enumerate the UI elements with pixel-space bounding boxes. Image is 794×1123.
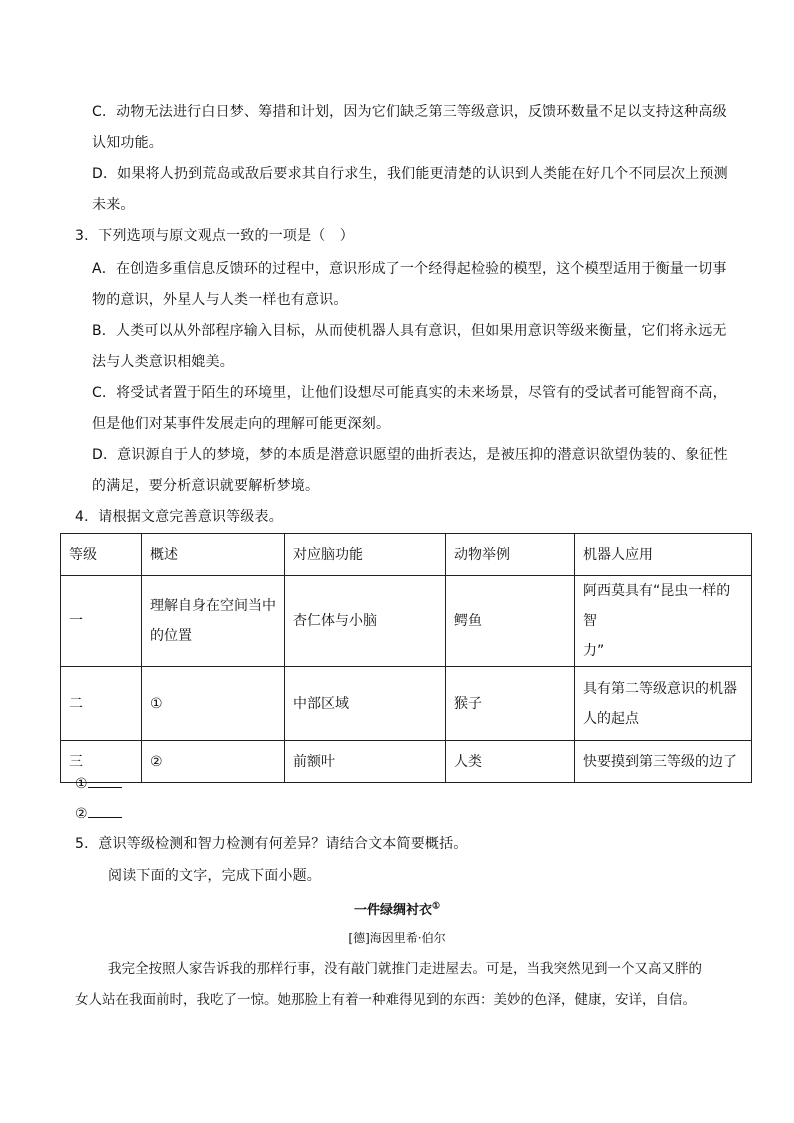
q3-option-b-line2: 法与人类意识相媲美。	[92, 354, 234, 370]
story-title-note: ①	[431, 901, 441, 912]
cell-line: 的位置	[150, 628, 192, 644]
q3-option-a-line2: 物的意识，外星人与人类一样也有意识。	[92, 292, 348, 308]
q3-stem: 3．下列选项与原文观点一致的一项是（ ）	[75, 228, 354, 244]
answer-blank-2[interactable]	[88, 803, 122, 818]
table-row	[61, 576, 752, 667]
q2-option-d-line2: 未来。	[92, 197, 135, 213]
consciousness-grade-table	[60, 533, 752, 783]
table-row	[61, 741, 752, 783]
q3-option-a-line1: A．在创造多重信息反馈环的过程中，意识形成了一个经得起检验的模型，这个模型适用于衡量一切事	[92, 261, 727, 277]
table-cell: 三	[61, 741, 142, 783]
table-header-row	[61, 534, 752, 576]
table-row	[61, 667, 752, 741]
answer-blank-1[interactable]	[88, 773, 122, 788]
table-cell: ①	[142, 667, 285, 741]
story-title-text: 一件绿绸衬衣	[353, 903, 432, 918]
table-cell	[575, 576, 752, 667]
q3-option-c-line2: 但是他们对某事件发展走向的理解可能更深刻。	[92, 416, 391, 432]
cell-line: 阿西莫具有“昆虫一样的智	[583, 583, 731, 629]
table-cell: 杏仁体与小脑	[285, 576, 446, 667]
answer-line-2	[75, 803, 122, 824]
cell-line: 理解自身在空间当中	[150, 598, 276, 614]
table-cell	[575, 667, 752, 741]
table-cell: 鳄鱼	[446, 576, 575, 667]
q2-option-c-line1: C．动物无法进行白日梦、筹措和计划，因为它们缺乏第三等级意识，反馈环数量不足以支持这种高级	[92, 104, 727, 120]
answer-line-1	[75, 773, 122, 794]
q3-option-d-line1: D．意识源自于人的梦境，梦的本质是潜意识愿望的曲折表达，是被压抑的潜意识欲望伪装的、象征性	[92, 447, 728, 463]
header-cell: 机器人应用	[575, 534, 752, 576]
header-cell: 概述	[142, 534, 285, 576]
table-cell: 前额叶	[285, 741, 446, 783]
q5-stem: 5．意识等级检测和智力检测有何差异？请结合文本简要概括。	[75, 836, 468, 852]
q3-option-c-line1: C．将受试者置于陌生的环境里，让他们设想尽可能真实的未来场景，尽管有的受试者可能智商不高，	[92, 385, 727, 401]
table-cell: 快要摸到第三等级的边了	[575, 741, 752, 783]
table-cell: 二	[61, 667, 142, 741]
table-cell: 一	[61, 576, 142, 667]
table-cell: 猴子	[446, 667, 575, 741]
table-cell	[142, 576, 285, 667]
header-cell: 等级	[61, 534, 142, 576]
header-cell: 对应脑功能	[285, 534, 446, 576]
reading-instruction: 阅读下面的文字，完成下面小题。	[108, 868, 321, 884]
q3-option-d-line2: 的满足，要分析意识就要解析梦境。	[92, 478, 320, 494]
cell-line: 力”	[583, 643, 605, 659]
table-cell: 中部区域	[285, 667, 446, 741]
cell-line: 人的起点	[583, 710, 639, 727]
table-cell: 人类	[446, 741, 575, 783]
q4-stem: 4．请根据文意完善意识等级表。	[75, 509, 283, 525]
cell-line: 具有第二等级意识的机器	[583, 680, 737, 697]
q2-option-d-line1: D．如果将人扔到荒岛或敌后要求其自行求生，我们能更清楚的认识到人类能在好几个不同层次上预测	[92, 166, 728, 182]
table-cell: ②	[142, 741, 285, 783]
header-cell: 动物举例	[446, 534, 575, 576]
answer-marker-1: ①	[75, 776, 88, 792]
story-paragraph-line2: 女人站在我面前时，我吃了一惊。她那脸上有着一种难得见到的东西：美妙的色泽，健康，安详，自信。	[75, 992, 696, 1008]
story-author: [德]海因里希·伯尔	[348, 931, 446, 945]
q2-option-c-line2: 认知功能。	[92, 135, 163, 151]
q3-option-b-line1: B．人类可以从外部程序输入目标，从而使机器人具有意识，但如果用意识等级来衡量，它们将永远无	[92, 323, 727, 339]
answer-marker-2: ②	[75, 806, 88, 822]
story-paragraph-line1: 我完全按照人家告诉我的那样行事，没有敲门就推门走进屋去。可是，当我突然见到一个又高又胖的	[108, 961, 702, 977]
story-title	[0, 899, 794, 918]
